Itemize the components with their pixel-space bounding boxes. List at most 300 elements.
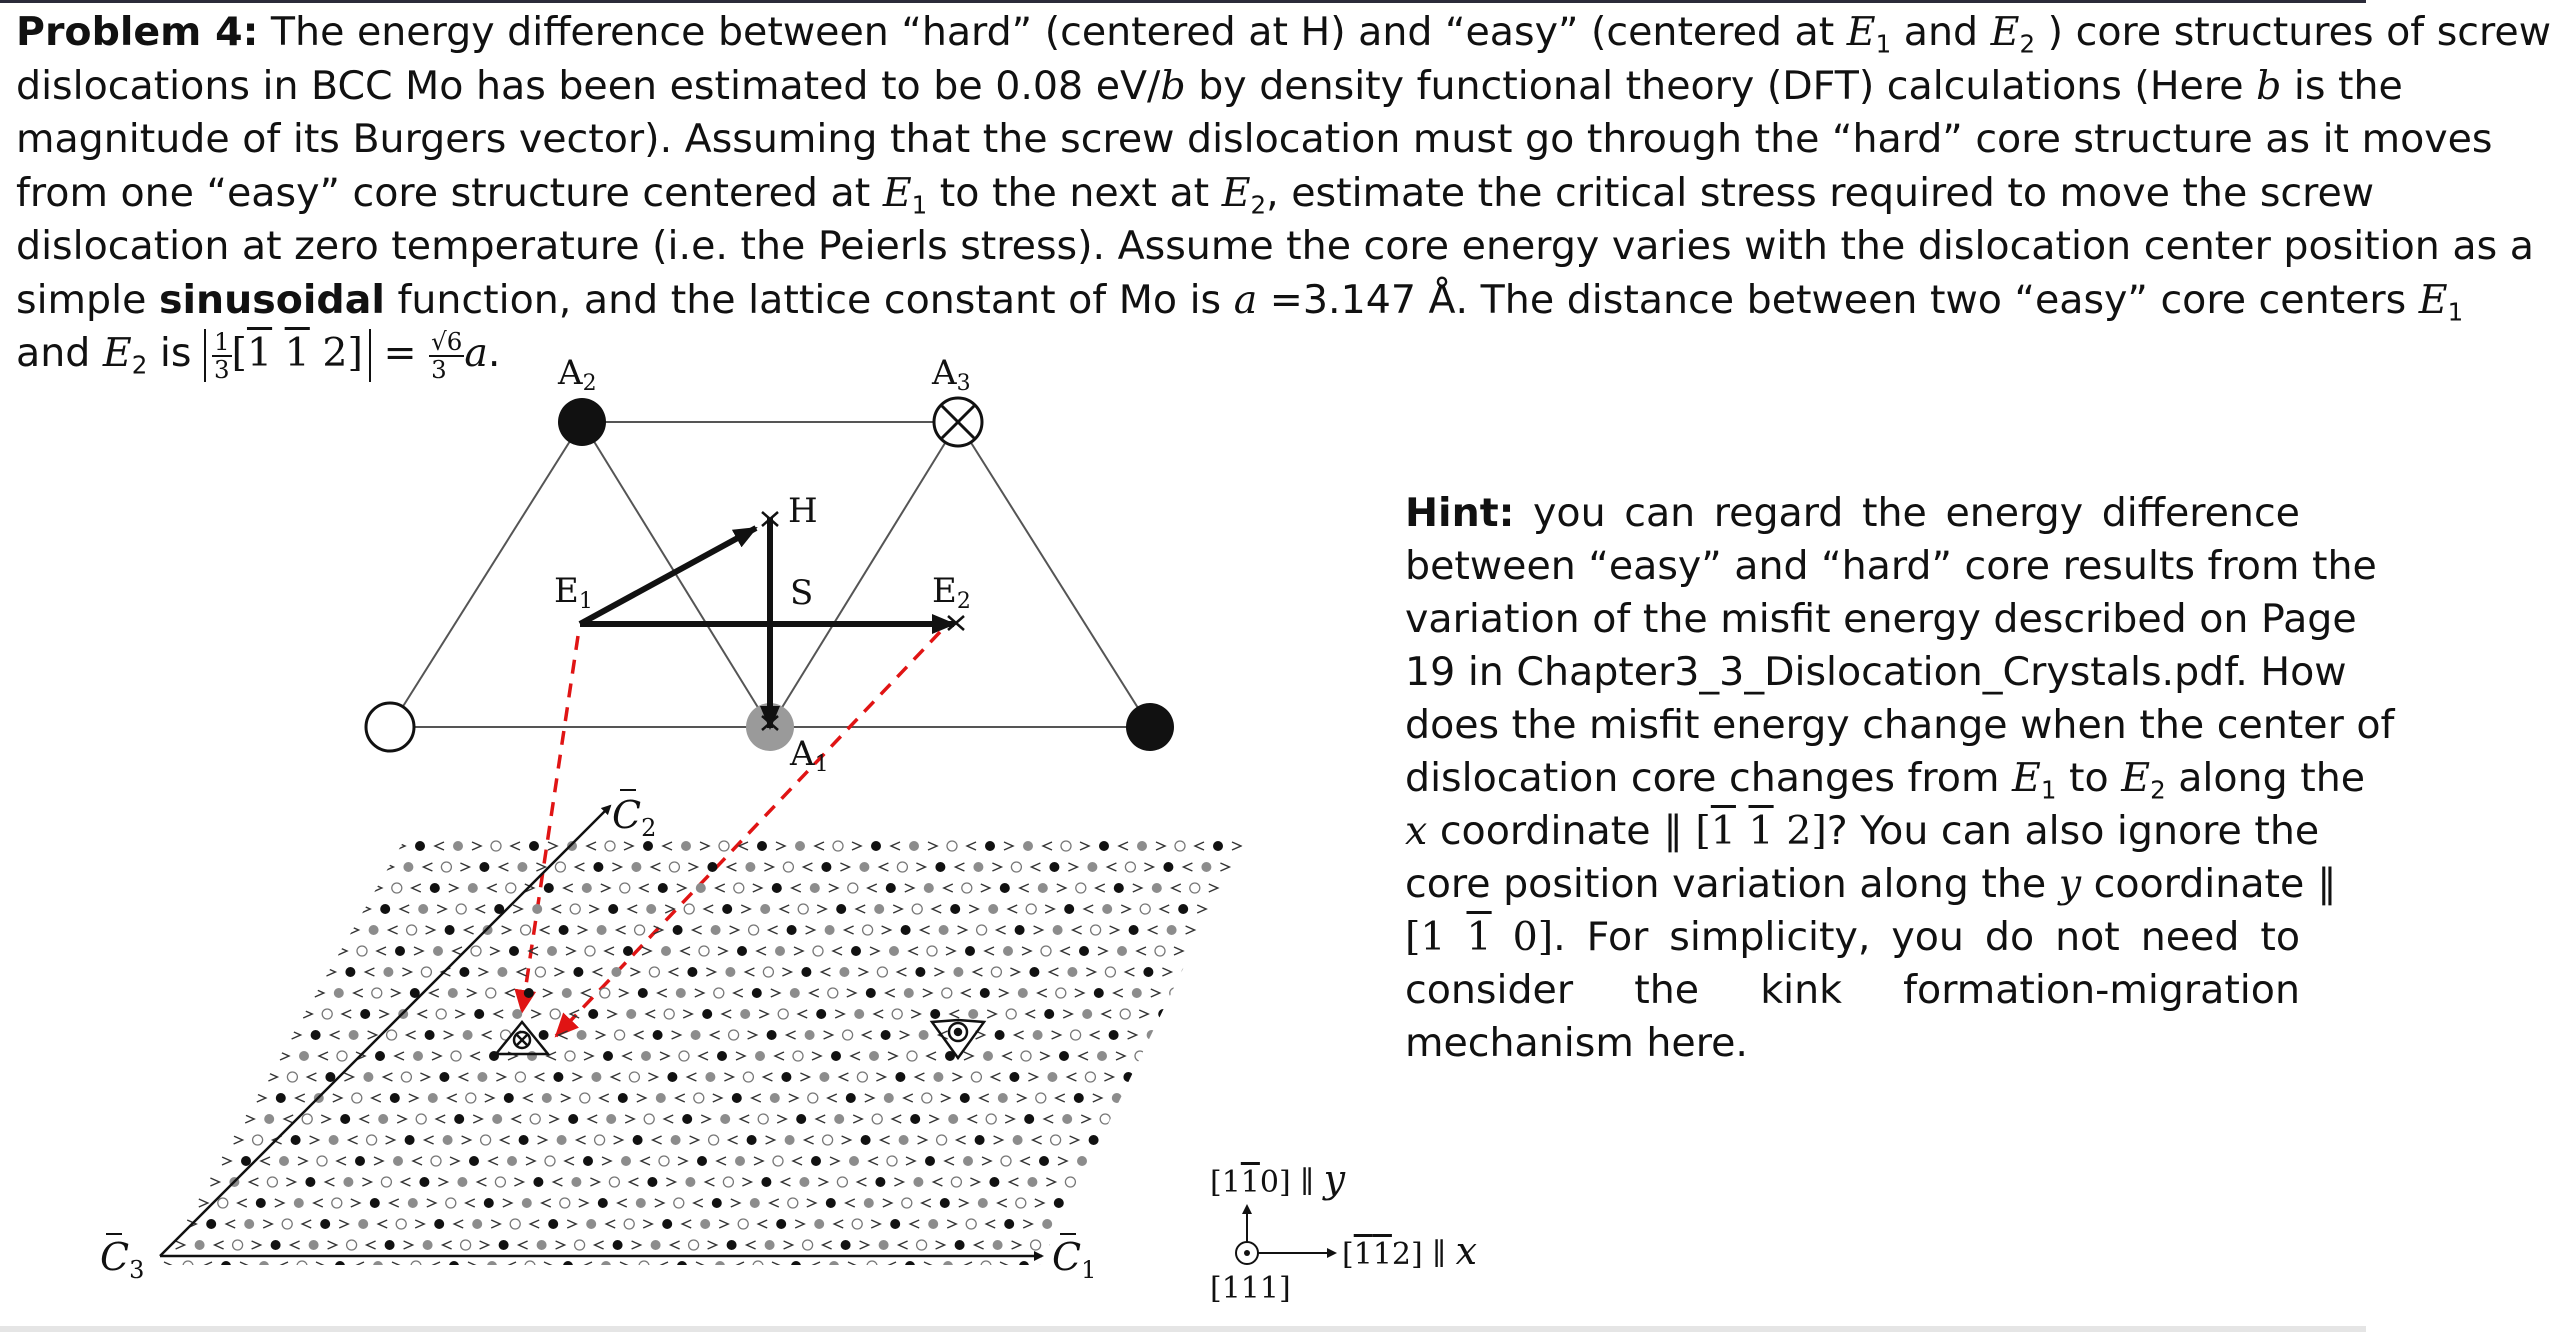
displacement-arrow [1385,1115,1394,1123]
displacement-arrow [964,1052,973,1060]
lattice-atom [365,862,375,872]
lattice-atom [1191,1156,1201,1166]
lattice-atom [1284,988,1294,998]
displacement-arrow [361,905,370,913]
displacement-arrow [372,1094,381,1102]
displacement-arrow [927,1052,936,1060]
lattice-atom [948,1114,958,1124]
hint-line-5: does the misfit energy change when the center of [1405,702,2395,748]
lattice-atom [805,1030,815,1040]
displacement-arrow [1424,1115,1433,1123]
lattice-atom [714,988,724,998]
displacement-arrow [491,1220,500,1228]
lattice-atom [729,1030,739,1040]
lattice-atom [471,946,481,956]
displacement-arrow [431,1262,440,1270]
lattice-atom [568,1114,578,1124]
lattice-atom [843,1030,853,1040]
lattice-atom [798,904,808,914]
lattice-atom [1013,1135,1023,1145]
lattice-atom [1386,1009,1396,1019]
atom-right-filled [1126,703,1174,751]
lattice-atom [269,967,279,977]
displacement-arrow [176,1241,185,1249]
lattice-atom [1232,1219,1242,1229]
lattice-atom [696,883,706,893]
displacement-arrow [396,842,405,850]
displacement-arrow [824,1031,833,1039]
lattice-atom [1243,925,1253,935]
displacement-arrow [503,1199,512,1207]
displacement-arrow [139,1241,148,1249]
displacement-arrow [1308,842,1317,850]
displacement-arrow [1304,1262,1313,1270]
displacement-arrow [1384,842,1393,850]
lattice-atom [419,1177,429,1187]
displacement-arrow [950,1010,959,1018]
displacement-arrow [690,1136,699,1144]
lattice-atom [593,862,603,872]
displacement-arrow [1271,842,1280,850]
displacement-arrow [426,926,435,934]
displacement-arrow [401,1178,410,1186]
lattice-atom [866,988,876,998]
lattice-atom [522,1198,532,1208]
displacement-arrow [203,1262,212,1270]
lattice-atom [1112,1093,1122,1103]
lattice-atom [1231,946,1241,956]
displacement-arrow [1120,1115,1129,1123]
displacement-arrow [1026,1010,1035,1018]
displacement-arrow [946,947,955,955]
displacement-arrow [532,1283,541,1291]
displacement-arrow [228,1283,237,1291]
lattice-atom [434,1219,444,1229]
lattice-atom [823,1135,833,1145]
displacement-arrow [456,1283,465,1291]
lattice-atom [547,946,557,956]
displacement-arrow [542,1199,551,1207]
lattice-atom [877,967,887,977]
lattice-atom [1038,883,1048,893]
displacement-arrow [1309,1115,1318,1123]
displacement-arrow [1289,947,1298,955]
lattice-atom [892,1009,902,1019]
displacement-arrow [980,1094,989,1102]
displacement-arrow [1172,884,1181,892]
displacement-arrow [538,1136,547,1144]
problem-line-4: from one “easy” core structure centered at $E_1$ to the next at $E_2$, estimate the critical stress required to move the screw [16,169,2375,219]
lattice-atom [589,1282,599,1292]
displacement-arrow [566,947,575,955]
lattice-atom [327,862,337,872]
displacement-arrow [1326,947,1335,955]
displacement-arrow [466,1199,475,1207]
lattice-atom [1310,1009,1320,1019]
displacement-arrow [747,1241,756,1249]
lattice-atom [544,883,554,893]
displacement-arrow [766,1136,775,1144]
lattice-atom [922,1093,932,1103]
lattice-atom [1163,862,1173,872]
displacement-arrow [1086,968,1095,976]
displacement-arrow [365,968,374,976]
lattice-atom [454,1114,464,1124]
lattice-atom [392,883,402,893]
label-C1: $C_1$ [1052,1235,1097,1284]
lattice-atom [279,1156,289,1166]
hint-line-2: between “easy” and “hard” core results from the [1405,543,2377,589]
lattice-atom [1024,1114,1034,1124]
displacement-arrow [377,947,386,955]
lattice-atom [711,925,721,935]
lattice-atom [238,1093,248,1103]
lattice-atom [575,1240,585,1250]
displacement-arrow [894,1178,903,1186]
lattice-atom [1161,1072,1171,1082]
displacement-arrow [438,1178,447,1186]
displacement-arrow [731,1199,740,1207]
displacement-arrow [856,905,865,913]
lattice-atom [1213,841,1223,851]
displacement-arrow [695,989,704,997]
lattice-atom [889,946,899,956]
displacement-arrow [436,1115,445,1123]
displacement-arrow [1330,1010,1339,1018]
lattice-atom [284,1009,294,1019]
displacement-arrow [1426,1178,1435,1186]
displacement-arrow [916,863,925,871]
displacement-arrow [651,863,660,871]
lattice-atom [674,1198,684,1208]
displacement-arrow [798,1010,807,1018]
displacement-arrow [1096,884,1105,892]
displacement-arrow [999,989,1008,997]
displacement-arrow [355,1262,364,1270]
displacement-arrow [671,1241,680,1249]
lattice-atom [772,883,782,893]
lattice-atom [1011,862,1021,872]
displacement-arrow [632,1241,641,1249]
lattice-atom [395,946,405,956]
dislocation-figure [0,340,1480,1320]
lattice-atom [685,1177,695,1187]
lattice-atom [203,1156,213,1166]
lattice-atom [1219,967,1229,977]
lattice-atom [776,1219,786,1229]
lattice-atom [1308,1219,1318,1229]
lattice-atom [1290,1114,1300,1124]
lattice-atom [1317,1135,1327,1145]
displacement-arrow [596,1031,605,1039]
lattice-atom [831,1051,841,1061]
lattice-atom [1107,1240,1117,1250]
displacement-arrow [1316,1241,1325,1249]
lattice-atom [1404,1114,1414,1124]
problem-statement [16,6,2551,384]
displacement-arrow [494,1010,503,1018]
displacement-arrow [1178,1010,1187,1018]
lattice-atom [841,1240,851,1250]
displacement-arrow [1438,1157,1447,1165]
lattice-atom [1299,1030,1309,1040]
displacement-arrow [1121,905,1130,913]
displacement-arrow [1367,1010,1376,1018]
lattice-atom [1140,904,1150,914]
lattice-atom [1416,1093,1426,1103]
lattice-atom [571,1177,581,1187]
displacement-arrow [1371,1073,1380,1081]
lattice-atom [849,1156,859,1166]
displacement-arrow [836,1283,845,1291]
lattice-atom [1234,1009,1244,1019]
lattice-atom [430,883,440,893]
displacement-arrow [997,926,1006,934]
lattice-atom [157,1240,167,1250]
displacement-arrow [1368,1283,1377,1291]
lattice-atom [513,1282,523,1292]
lattice-atom [453,841,463,851]
displacement-arrow [1298,1136,1307,1144]
axis-y-label: [110] ∥ y [1210,1157,1346,1201]
displacement-arrow [745,968,754,976]
displacement-arrow [1233,1115,1242,1123]
lattice-atom [527,1051,537,1061]
displacement-arrow [764,863,773,871]
displacement-arrow [425,1136,434,1144]
displacement-arrow [1353,968,1362,976]
displacement-arrow [893,905,902,913]
displacement-arrow [1250,947,1259,955]
displacement-arrow [339,1220,348,1228]
displacement-arrow [249,1178,258,1186]
displacement-arrow [1008,905,1017,913]
displacement-arrow [1201,968,1210,976]
lattice-atom [1049,862,1059,872]
displacement-arrow [1111,1199,1120,1207]
displacement-arrow [704,905,713,913]
displacement-arrow [1436,1094,1445,1102]
label-A1: A1 [790,734,829,777]
displacement-arrow [275,1199,284,1207]
lattice-atom [559,925,569,935]
lattice-atom [533,1177,543,1187]
lattice-atom [463,1030,473,1040]
lattice-atom [403,862,413,872]
displacement-arrow [962,989,971,997]
displacement-arrow [208,1115,217,1123]
displacement-arrow [853,1115,862,1123]
lattice-atom [142,1198,152,1208]
displacement-arrow [1361,884,1370,892]
displacement-arrow [1395,1031,1404,1039]
lattice-atom [636,1198,646,1208]
lattice-atom [271,1240,281,1250]
lattice-atom [702,1009,712,1019]
displacement-arrow [593,968,602,976]
displacement-arrow [713,1094,722,1102]
displacement-arrow [842,1136,851,1144]
lattice-atom [1085,1072,1095,1082]
lattice-atom [1185,1030,1195,1040]
lattice-atom [1016,1198,1026,1208]
lattice-atom [506,883,516,893]
displacement-arrow [245,1115,254,1123]
lattice-atom [1269,946,1279,956]
displacement-arrow [1167,1031,1176,1039]
displacement-arrow [583,1262,592,1270]
displacement-arrow [758,1220,767,1228]
displacement-arrow [781,1178,790,1186]
lattice-atom [1173,1051,1183,1061]
displacement-arrow [701,1115,710,1123]
displacement-arrow [1084,905,1093,913]
displacement-arrow [391,989,400,997]
displacement-arrow [517,968,526,976]
displacement-arrow [1388,905,1397,913]
displacement-arrow [1327,1220,1336,1228]
displacement-arrow [564,884,573,892]
lattice-atom [978,1198,988,1208]
displacement-arrow [185,1157,194,1165]
displacement-arrow [324,905,333,913]
displacement-arrow [811,1262,820,1270]
displacement-arrow [1143,1073,1152,1081]
lattice-atom [562,988,572,998]
lattice-atom [905,1261,915,1271]
displacement-arrow [220,1094,229,1102]
lattice-atom [258,988,268,998]
displacement-arrow [988,1283,997,1291]
displacement-arrow [1027,1283,1036,1291]
displacement-arrow [1023,1220,1032,1228]
lattice-atom [1165,1135,1175,1145]
displacement-arrow [1056,1094,1065,1102]
lattice-atom [413,1051,423,1061]
lattice-atom [1201,862,1211,872]
displacement-arrow [231,1073,240,1081]
displacement-arrow [238,1199,247,1207]
displacement-arrow [342,1010,351,1018]
displacement-arrow [1272,1115,1281,1123]
lattice-atom [253,1135,263,1145]
lattice-atom [1061,841,1071,851]
lattice-atom [340,1114,350,1124]
displacement-arrow [803,863,812,871]
displacement-arrow [757,947,766,955]
displacement-arrow [589,905,598,913]
lattice-atom [778,1009,788,1019]
displacement-arrow [816,1115,825,1123]
lattice-atom [968,1009,978,1019]
displacement-arrow [719,1220,728,1228]
displacement-arrow [1088,1241,1097,1249]
displacement-arrow [418,1010,427,1018]
lattice-atom [495,1177,505,1187]
lattice-atom [437,1282,447,1292]
displacement-arrow [1149,926,1158,934]
lattice-atom [644,1114,654,1124]
displacement-arrow [197,1136,206,1144]
lattice-atom [745,862,755,872]
displacement-arrow [1197,905,1206,913]
lattice-atom [311,1030,321,1040]
lattice-atom [597,925,607,935]
displacement-arrow [611,1073,620,1081]
lattice-atom [901,925,911,935]
lattice-atom [281,946,291,956]
displacement-arrow [806,926,815,934]
displacement-arrow [1378,1199,1387,1207]
lattice-atom [1143,967,1153,977]
lattice-atom [852,1219,862,1229]
lattice-atom [457,1177,467,1187]
lattice-atom [902,1198,912,1208]
lattice-atom [1261,1030,1271,1040]
displacement-arrow [1115,1262,1124,1270]
lattice-atom [709,1135,719,1145]
lattice-atom [215,1135,225,1145]
lattice-atom [927,946,937,956]
displacement-arrow [467,989,476,997]
lattice-atom [951,1177,961,1187]
displacement-arrow [975,1241,984,1249]
lattice-atom [296,988,306,998]
displacement-arrow [409,1094,418,1102]
displacement-arrow [1045,905,1054,913]
displacement-arrow [605,947,614,955]
lattice-atom [477,1072,487,1082]
displacement-arrow [784,1241,793,1249]
displacement-arrow [579,1199,588,1207]
lattice-atom [810,883,820,893]
displacement-arrow [839,1073,848,1081]
lattice-atom [917,1240,927,1250]
lattice-atom [357,946,367,956]
lattice-atom [871,841,881,851]
lattice-atom [1033,1030,1043,1040]
displacement-arrow [1208,1094,1217,1102]
displacement-arrow [514,1178,523,1186]
lattice-atom [857,1072,867,1082]
displacement-arrow [647,1283,656,1291]
displacement-arrow [1403,1220,1412,1228]
lattice-atom [694,1093,704,1103]
lattice-atom [1199,1072,1209,1082]
lattice-atom [475,1282,485,1292]
lattice-atom [1076,883,1086,893]
lattice-atom [1006,1009,1016,1019]
displacement-arrow [823,1241,832,1249]
lattice-atom [1080,1219,1090,1229]
displacement-arrow [1160,905,1169,913]
lattice-atom [1355,1135,1365,1145]
displacement-arrow [828,1094,837,1102]
lattice-atom [653,1030,663,1040]
displacement-arrow [1267,1262,1276,1270]
lattice-atom [586,1219,596,1229]
lattice-atom [658,883,668,893]
displacement-arrow [1279,1241,1288,1249]
displacement-arrow [969,905,978,913]
lattice-atom [839,967,849,977]
displacement-arrow [304,1283,313,1291]
lattice-atom [354,883,364,893]
displacement-arrow [1225,926,1234,934]
lattice-atom [1203,1135,1213,1145]
lattice-atom [743,1072,753,1082]
displacement-arrow [280,1052,289,1060]
